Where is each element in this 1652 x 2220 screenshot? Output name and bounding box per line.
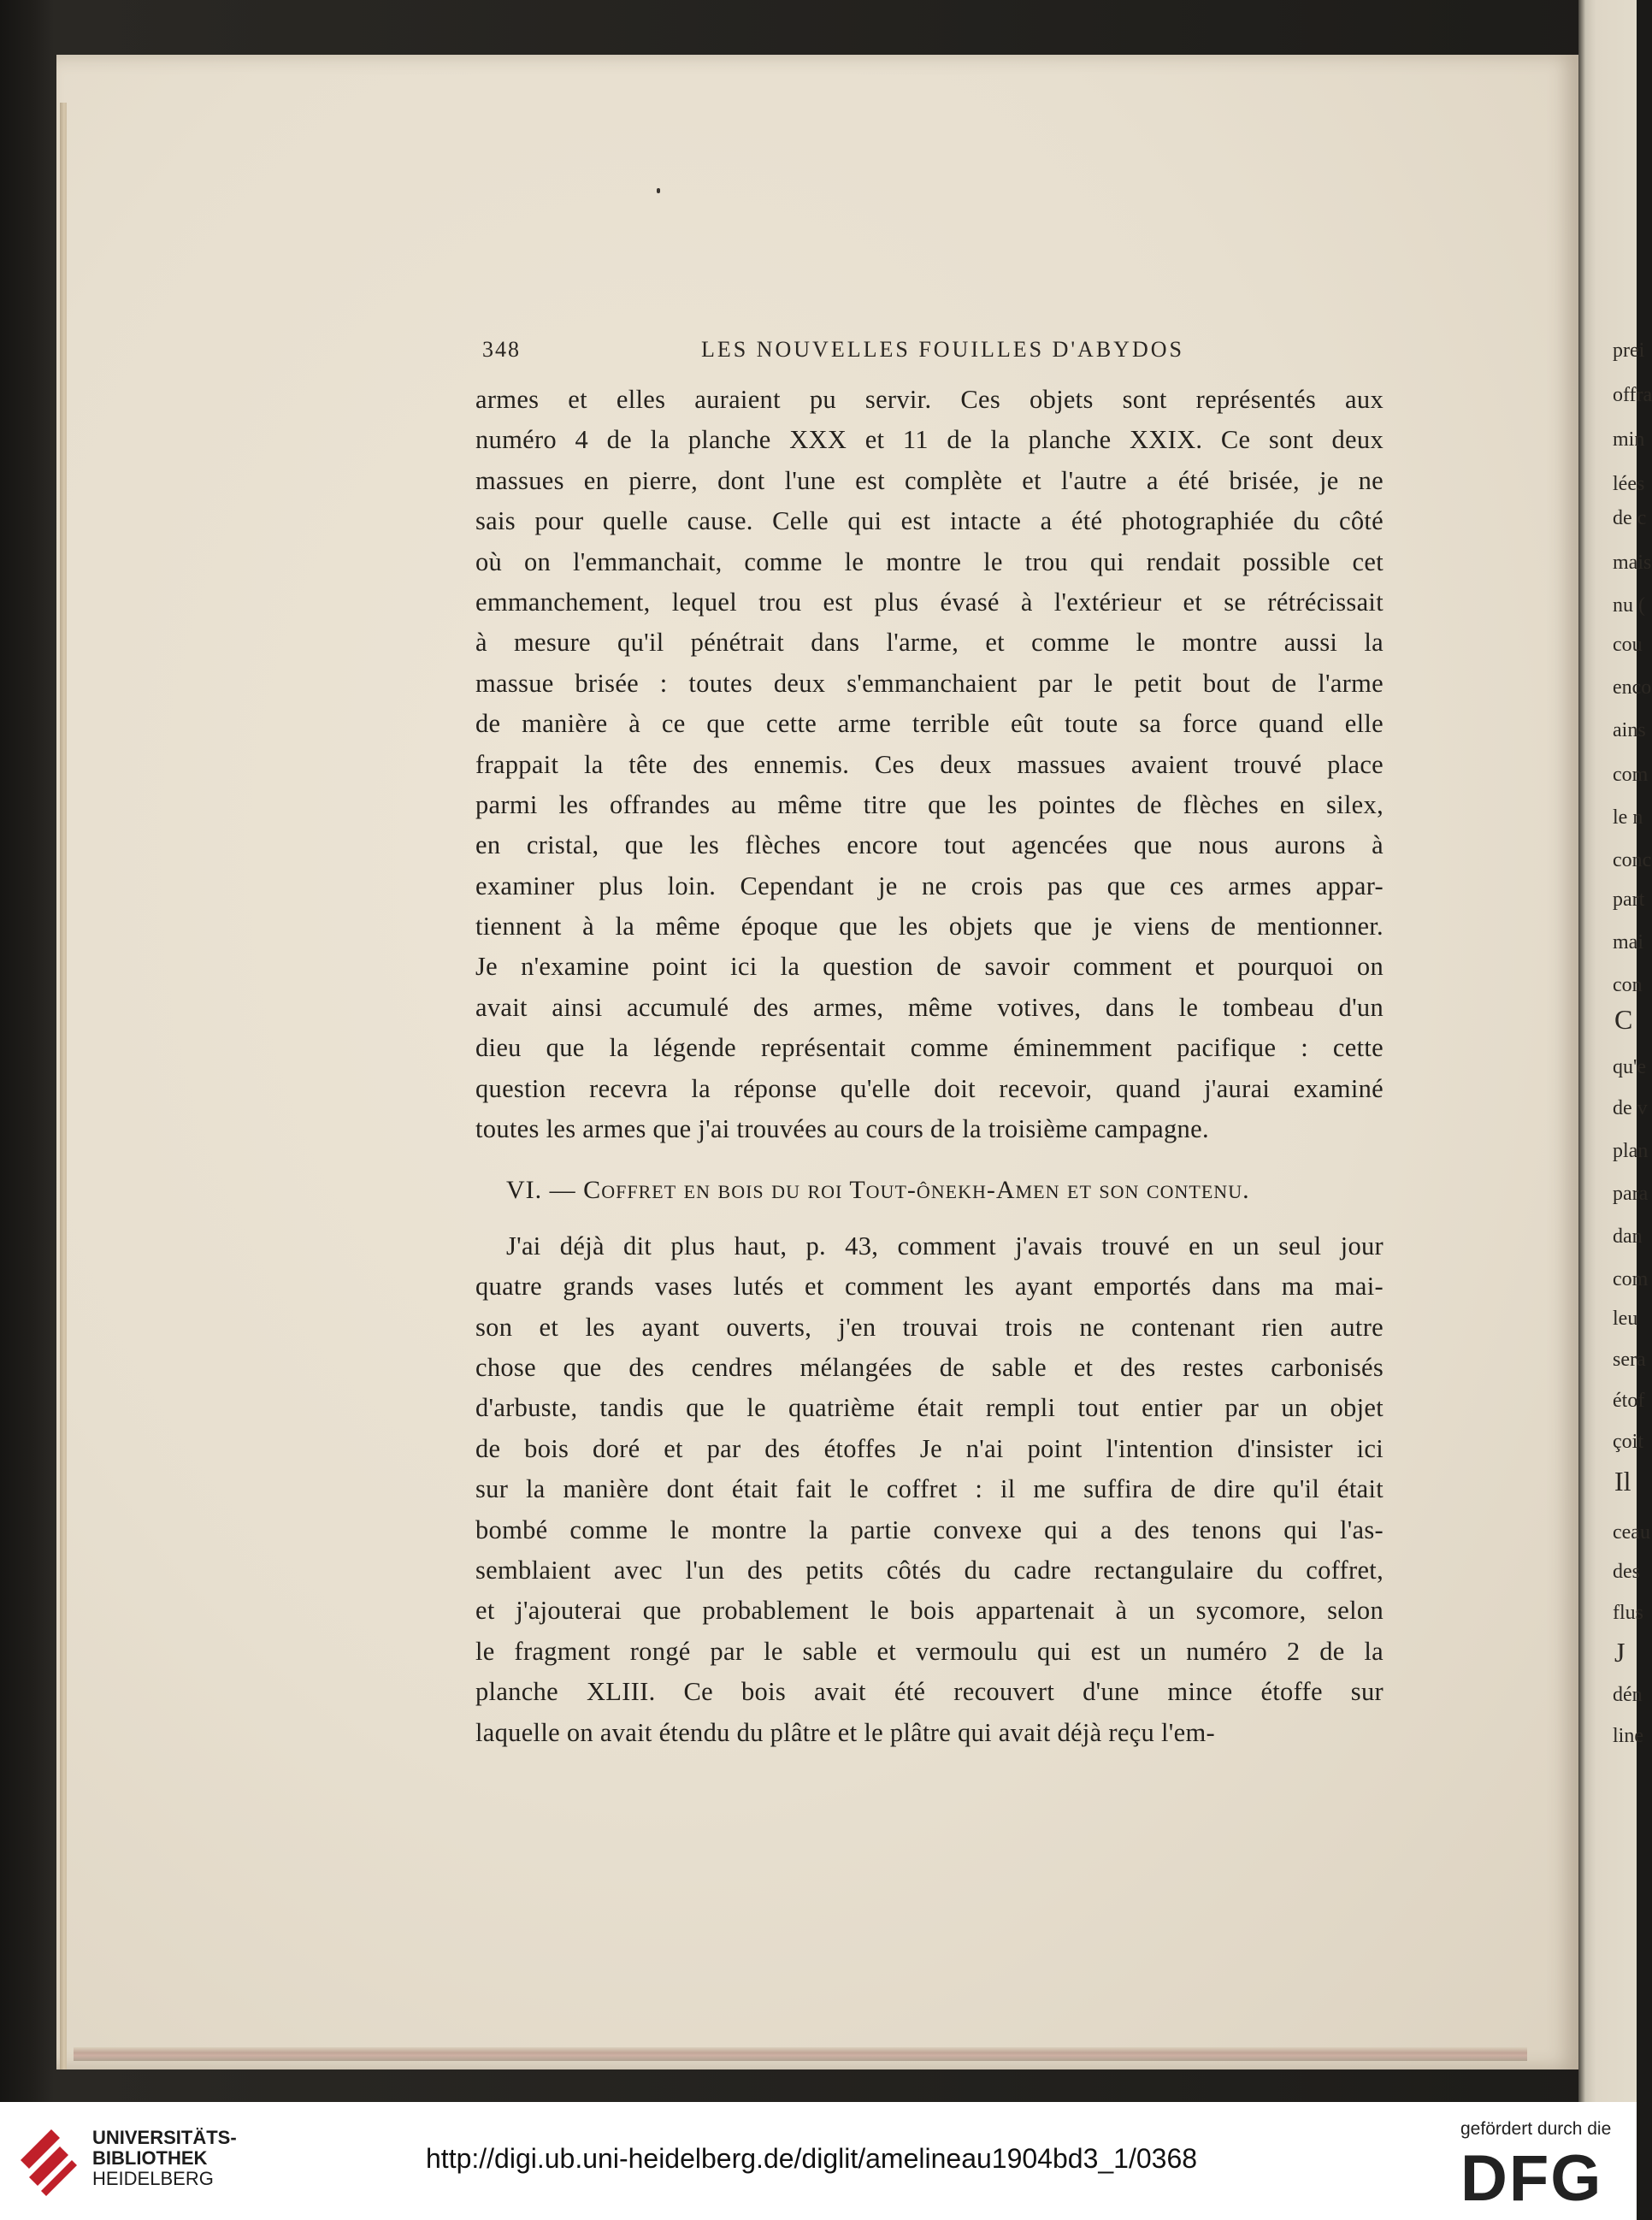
text-line: avait ainsi accumulé des armes, même votives, dans le tombeau d'un [475, 992, 1384, 1022]
paragraph-coffret [475, 1226, 1384, 1753]
adjacent-page-fragment: dan [1613, 1225, 1643, 1248]
adjacent-page-fragment: J [1614, 1637, 1625, 1668]
adjacent-page-fragment: conc [1613, 849, 1652, 871]
adjacent-page-fragment: com [1613, 764, 1649, 786]
adjacent-page-fragment: qu'e [1613, 1056, 1646, 1078]
text-line: question recevra la réponse qu'elle doit recevoir, quand j'aurai examiné [475, 1073, 1384, 1103]
adjacent-page-fragment: lées [1613, 473, 1645, 495]
text-line: dieu que la légende représentait comme éminemment pacifique : cette [475, 1033, 1384, 1063]
library-name-line: UNIVERSITÄTS- [92, 2127, 237, 2148]
adjacent-page-fragment: enco [1613, 676, 1652, 699]
adjacent-page-fragment: de c [1613, 507, 1647, 529]
adjacent-page-fragment: line [1613, 1725, 1643, 1747]
adjacent-page-fragment: çoit [1613, 1431, 1643, 1453]
adjacent-page-fragment: offra [1613, 384, 1652, 406]
text-line: sur la manière dont était fait le coffret : il me suffira de dire qu'il était [475, 1474, 1384, 1504]
adjacent-page-fragment: part [1613, 889, 1645, 911]
text-line: son et les ayant ouverts, j'en trouvai trois ne contenant rien autre [475, 1312, 1384, 1342]
text-line: tiennent à la même époque que les objets que je viens de mentionner. [475, 912, 1384, 942]
page-edge-left [60, 103, 67, 2069]
adjacent-page [1578, 0, 1652, 2102]
adjacent-page-fragment: le n [1613, 806, 1643, 829]
adjacent-page-fragment: ceau [1613, 1521, 1650, 1544]
text-line: et j'ajouterai que probablement le bois appartenait à un sycomore, selon [475, 1596, 1384, 1626]
text-line: massues en pierre, dont l'une est complète et l'autre a été brisée, je ne [475, 465, 1384, 495]
adjacent-page-fragment: con [1613, 974, 1643, 996]
text-line: emmanchement, lequel trou est plus évasé à l'extérieur et se rétrécissait [475, 587, 1384, 617]
adjacent-page-fragment: dén [1613, 1684, 1643, 1706]
adjacent-page-fragment: cou [1613, 634, 1643, 656]
adjacent-page-fragment: min [1613, 428, 1645, 451]
text-line: d'arbuste, tandis que le quatrième était rempli tout entier par un objet [475, 1393, 1384, 1423]
text-line: sais pour quelle cause. Celle qui est intacte a été photographiée du côté [475, 506, 1384, 536]
text-line: où on l'emmanchait, comme le montre le trou qui rendait possible cet [475, 546, 1384, 576]
text-line: bombé comme le montre la partie convexe qui a des tenons qui l'as- [475, 1514, 1384, 1544]
text-line: Je n'examine point ici la question de savoir comment et pourquoi on [475, 952, 1384, 982]
funder-caption: gefördert durch die [1460, 2119, 1612, 2139]
text-line: semblaient avec l'un des petits côtés du cadre rectangulaire du coffret, [475, 1555, 1384, 1585]
paper-speck [657, 188, 660, 193]
library-name-line: BIBLIOTHEK [92, 2147, 208, 2169]
text-line: parmi les offrandes au même titre que les pointes de flèches en silex, [475, 789, 1384, 819]
text-line: examiner plus loin. Cependant je ne crois pas que ces armes appar- [475, 871, 1384, 900]
adjacent-page-fragment: nu ( [1613, 594, 1645, 617]
body-text [475, 380, 1384, 1753]
text-line: J'ai déjà dit plus haut, p. 43, comment j'avais trouvé en un seul jour [506, 1231, 1384, 1261]
adjacent-page-fragment: étof [1613, 1390, 1645, 1412]
text-line: chose que des cendres mélangées de sable et des restes carbonisés [475, 1352, 1384, 1382]
text-line: toutes les armes que j'ai trouvées au cours de la troisième campagne. [475, 1114, 1209, 1144]
adjacent-page-fragment: prei [1613, 339, 1645, 362]
library-name-line: HEIDELBERG [92, 2168, 214, 2189]
adjacent-page-fragment: C [1614, 1004, 1633, 1035]
text-line: à mesure qu'il pénétrait dans l'arme, et comme le montre aussi la [475, 628, 1384, 658]
running-title: LES NOUVELLES FOUILLES D'ABYDOS [701, 337, 1184, 362]
text-line: massue brisée : toutes deux s'emmanchaient par le petit bout de l'arme [475, 668, 1384, 698]
adjacent-page-fragment: plan [1613, 1140, 1649, 1162]
adjacent-page-fragment: sera [1613, 1349, 1646, 1371]
text-line: planche XLIII. Ce bois avait été recouvert d'une mince étoffe sur [475, 1677, 1384, 1707]
page-number: 348 [482, 337, 521, 362]
adjacent-page-fragment: flus [1613, 1602, 1643, 1624]
adjacent-page-fragment: Il [1614, 1466, 1631, 1497]
text-line: laquelle on avait étendu du plâtre et le plâtre qui avait déjà reçu l'em- [475, 1717, 1215, 1747]
text-line: de manière à ce que cette arme terrible eût toute sa force quand elle [475, 709, 1384, 739]
text-line: armes et elles auraient pu servir. Ces objets sont représentés aux [475, 385, 1384, 414]
dfg-logo: DFG [1460, 2142, 1603, 2215]
text-line: le fragment rongé par le sable et vermoulu qui est un numéro 2 de la [475, 1636, 1384, 1666]
adjacent-page-fragment: ains [1613, 719, 1646, 741]
paragraph-armes [475, 380, 1384, 1149]
adjacent-page-fragment: leu [1613, 1308, 1638, 1330]
adjacent-page-fragment: des [1613, 1561, 1640, 1583]
text-line: frappait la tête des ennemis. Ces deux massues avaient trouvé place [475, 749, 1384, 779]
university-library-logo [17, 2126, 80, 2194]
text-line: numéro 4 de la planche XXX et 11 de la planche XXIX. Ce sont deux [475, 425, 1384, 455]
section-title: VI. — COFFRET EN BOIS DU ROI TOUT-ÔNEKH-AMEN ET SON CONTENU. [506, 1176, 1250, 1205]
text-line: de bois doré et par des étoffes Je n'ai point l'intention d'insister ici [475, 1433, 1384, 1463]
adjacent-page-fragment: com [1613, 1268, 1649, 1290]
adjacent-page-fragment: para [1613, 1183, 1649, 1205]
footer-bar [0, 2102, 1637, 2220]
adjacent-page-fragment: de v [1613, 1097, 1648, 1119]
permalink-url[interactable]: http://digi.ub.uni-heidelberg.de/diglit/amelineau1904bd3_1/0368 [426, 2143, 1198, 2174]
adjacent-page-fragment: mais [1613, 552, 1652, 574]
page-edge-bottom [74, 2047, 1527, 2061]
adjacent-page-fragment: mai [1613, 931, 1643, 954]
text-line: en cristal, que les flèches encore tout agencées que nous aurons à [475, 830, 1384, 860]
text-line: quatre grands vases lutés et comment les ayant emportés dans ma mai- [475, 1272, 1384, 1302]
library-name [92, 2128, 237, 2189]
